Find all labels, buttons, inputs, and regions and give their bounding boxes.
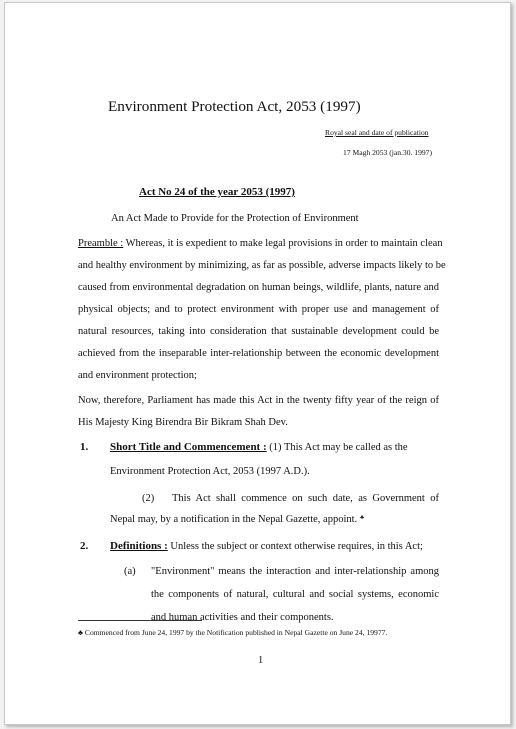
- section-1-sub-2-line-2: Nepal may, by a notification in the Nepal Gazette, appoint. ♣: [110, 514, 365, 525]
- section-2-number: 2.: [80, 540, 89, 552]
- item-a-line-3: and human activities and their components.: [151, 612, 334, 623]
- section-1-number: 1.: [80, 441, 89, 453]
- section-1-heading: Short Title and Commencement :: [110, 441, 267, 453]
- section-1-sub-2-number: (2): [142, 493, 155, 504]
- preamble-line-3: caused from environmental degradation on human beings, wildlife, plants, nature and: [78, 282, 439, 293]
- enactment-line-2: His Majesty King Birendra Bir Bikram Shah Dev.: [78, 417, 288, 428]
- preamble-label: Preamble :: [78, 238, 124, 249]
- footnote-divider: [78, 620, 202, 621]
- footnote-reference-marker: ♣: [360, 515, 365, 521]
- act-number-heading: Act No 24 of the year 2053 (1997): [139, 186, 295, 198]
- footnote: ♣ Commenced from June 24, 1997 by the Notification published in Nepal Gazette on June 24, 19977.: [78, 628, 388, 637]
- document-title: Environment Protection Act, 2053 (1997): [108, 98, 361, 115]
- enactment-line-1: Now, therefore, Parliament has made this Act in the twenty fifty year of the reign of: [78, 395, 439, 406]
- item-a-line-2: the components of natural, cultural and social systems, economic: [151, 589, 439, 600]
- footnote-marker: ♣: [78, 628, 83, 637]
- section-1-line-1: Short Title and Commencement : (1) This Act may be called as the: [110, 441, 408, 453]
- preamble-line-2: and healthy environment by minimizing, as far as possible, adverse impacts likely to be: [78, 260, 446, 271]
- section-2-line-1: Definitions : Unless the subject or context otherwise requires, in this Act;: [110, 540, 423, 552]
- section-2-heading: Definitions :: [110, 540, 168, 552]
- item-a-line-1: "Environment" means the interaction and inter-relationship among: [151, 566, 439, 577]
- preamble-line-6: achieved from the inseparable inter-relationship between the economic development: [78, 348, 439, 359]
- preamble-line-5: natural resources, taking into consideration that sustainable development could be: [78, 326, 439, 337]
- section-1-sub-2-line-1: This Act shall commence on such date, as Government of: [172, 493, 439, 504]
- royal-seal-label: Royal seal and date of publication: [325, 128, 429, 137]
- act-description: An Act Made to Provide for the Protection of Environment: [111, 213, 359, 224]
- publication-date: 17 Magh 2053 (jan.30. 1997): [343, 148, 433, 157]
- preamble-line-7: and environment protection;: [78, 370, 197, 381]
- preamble-line-4: physical objects; and to protect environment with proper use and management of: [78, 304, 439, 315]
- preamble-line-1: Preamble : Whereas, it is expedient to make legal provisions in order to maintain clean: [78, 238, 443, 249]
- item-a-number: (a): [124, 566, 136, 577]
- page-number: 1: [258, 655, 264, 666]
- section-1-line-2: Environment Protection Act, 2053 (1997 A.D.).: [110, 466, 310, 477]
- document-page: [4, 2, 511, 725]
